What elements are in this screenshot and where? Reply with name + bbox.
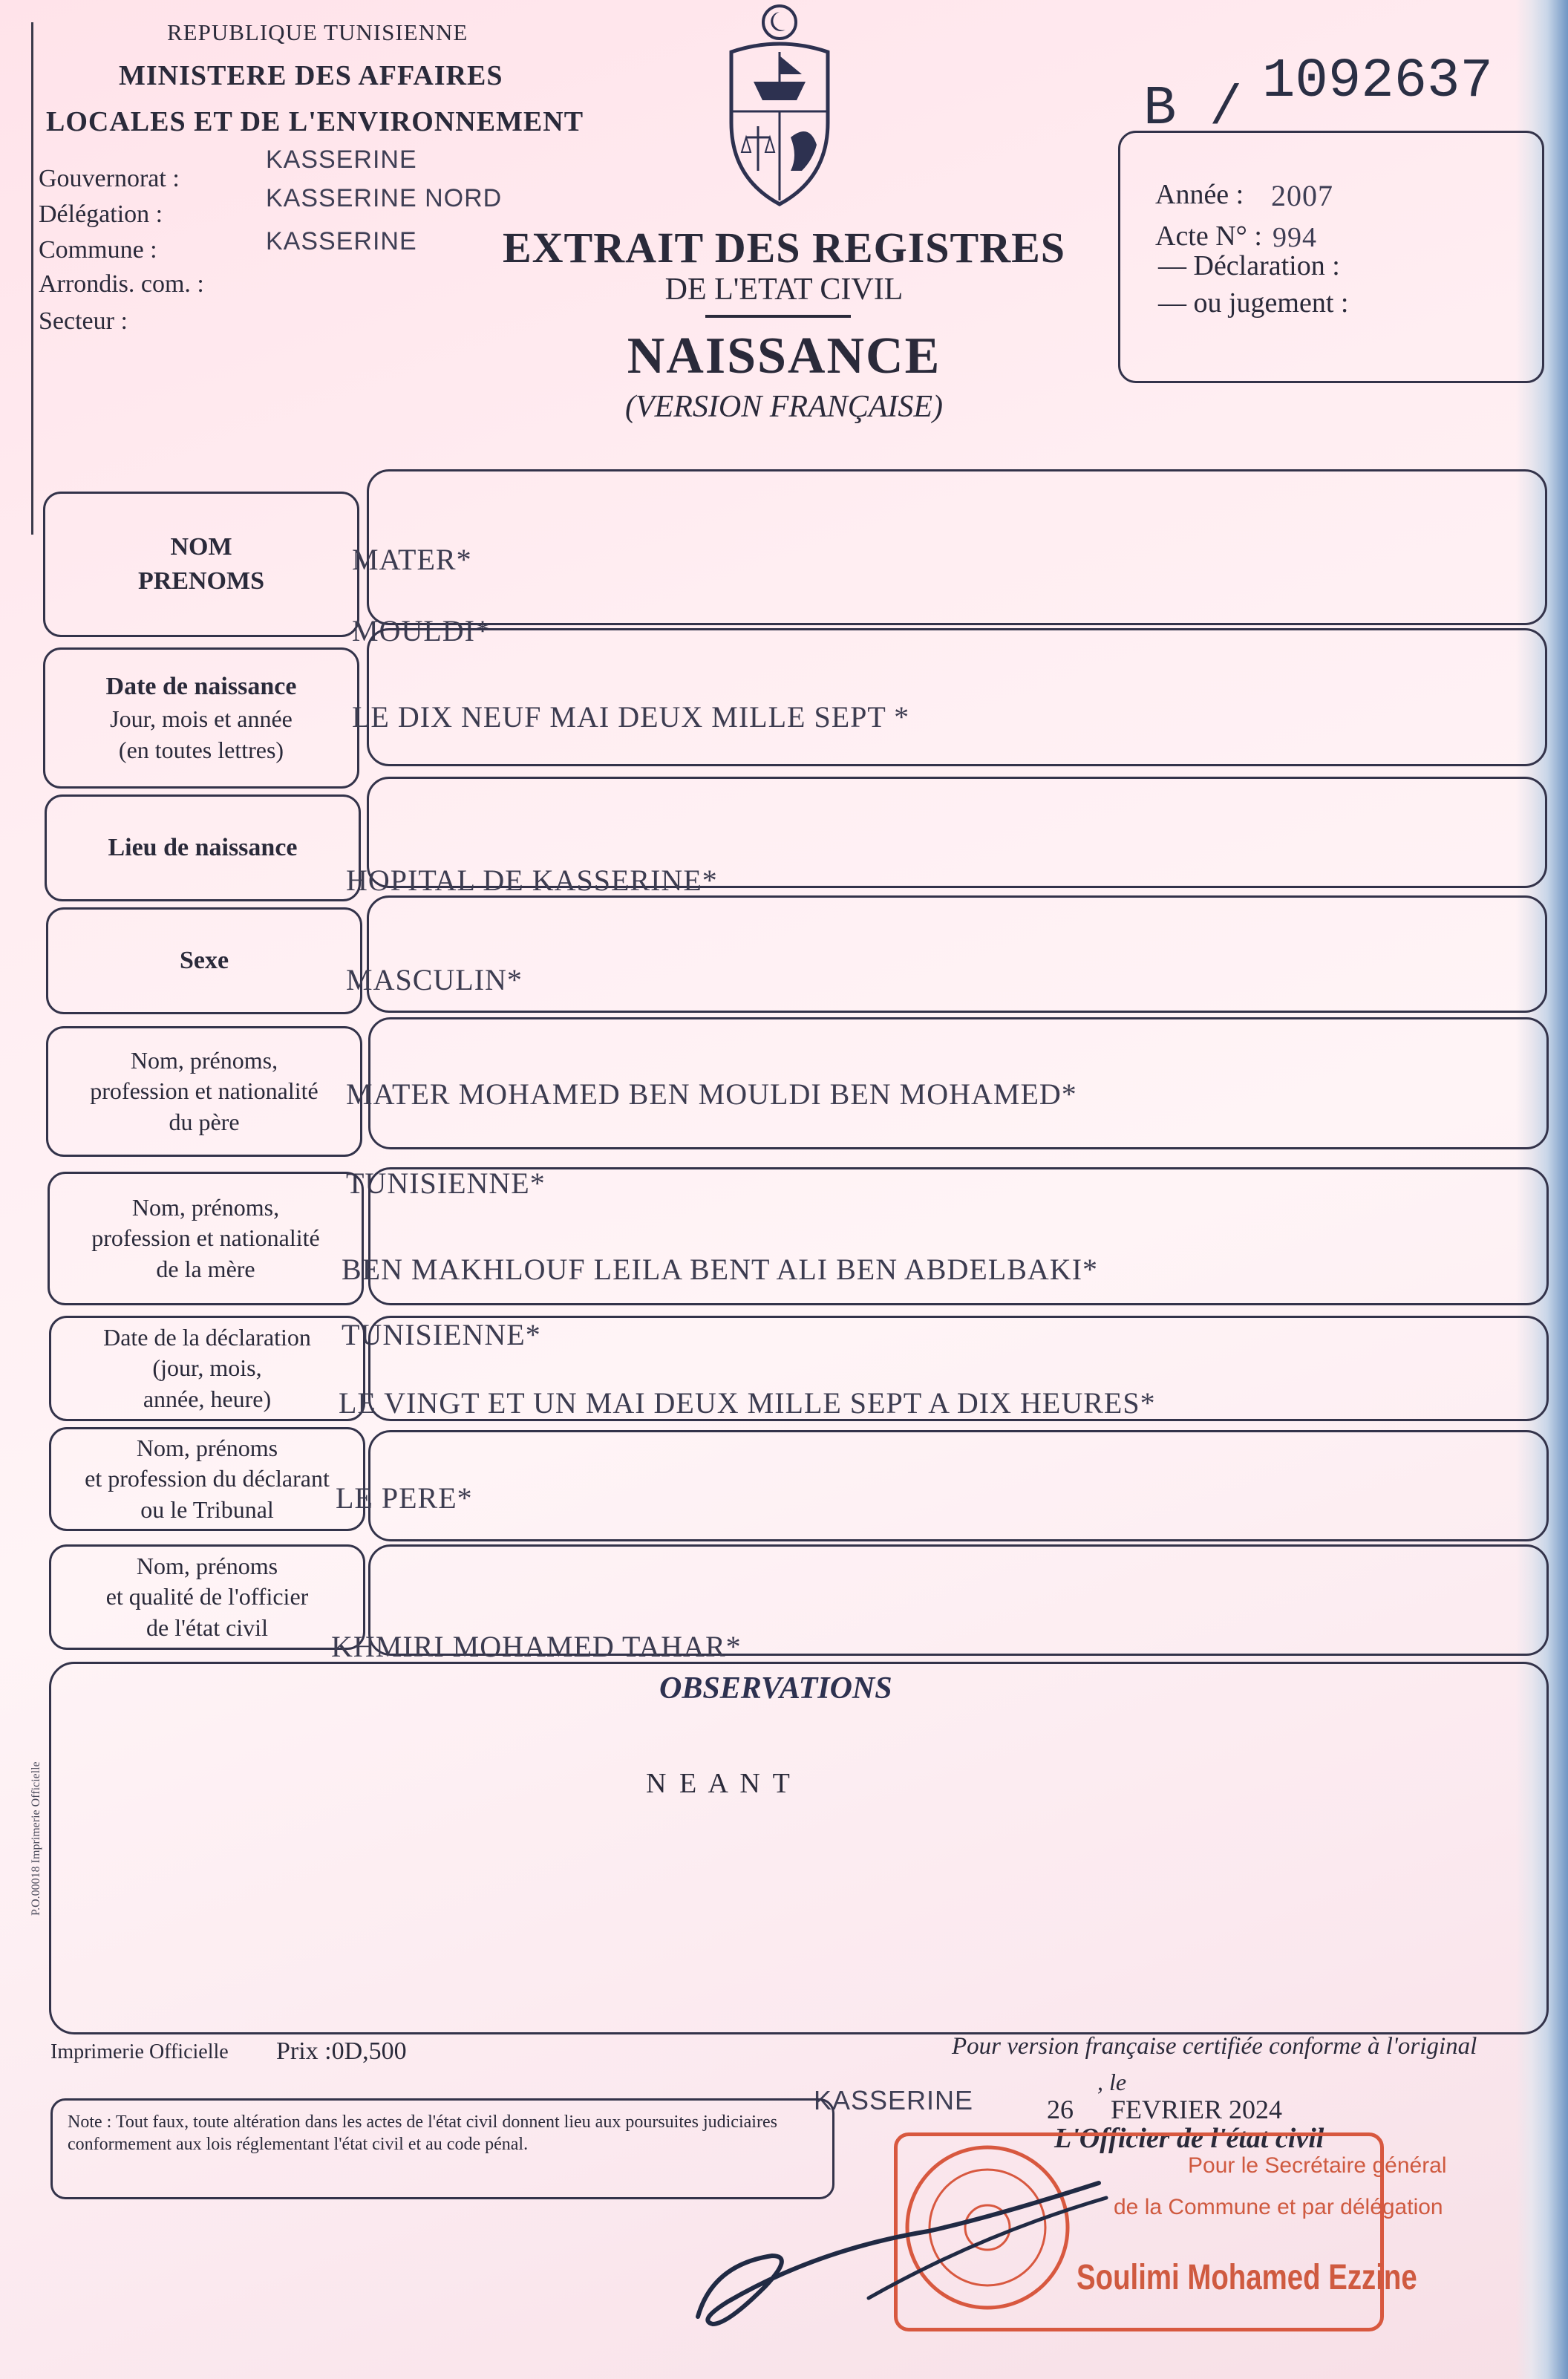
gouvernorat-value: KASSERINE [266, 146, 417, 174]
officier-value: KHMIRI MOHAMED TAHAR* [331, 1630, 742, 1663]
declaration-label: — Déclaration : [1158, 250, 1340, 281]
date-le: , le [1097, 2069, 1127, 2095]
decl-label-1: Date de la déclaration [103, 1323, 311, 1351]
observations-box [49, 1662, 1549, 2034]
prenom-value: MOULDI* [352, 614, 491, 647]
title-line2: DE L'ETAT CIVIL [664, 273, 904, 307]
dn-label-box [43, 647, 359, 789]
sexe-value-box [367, 895, 1547, 1013]
declarant-label-1: Nom, prénoms [136, 1434, 278, 1461]
title-line1: EXTRAIT DES REGISTRES [502, 223, 1066, 272]
republic-label: REPUBLIQUE TUNISIENNE [167, 19, 468, 45]
gouvernorat-label: Gouvernorat : [39, 165, 180, 192]
pere-label-1: Nom, prénoms, [130, 1046, 278, 1074]
mere-value: BEN MAKHLOUF LEILA BENT ALI BEN ABDELBAKI* [342, 1253, 1099, 1286]
lieu-value: HOPITAL DE KASSERINE* [346, 864, 718, 897]
dn-value: LE DIX NEUF MAI DEUX MILLE SEPT * [352, 700, 910, 734]
mere-nationality: TUNISIENNE* [342, 1318, 541, 1351]
declarant-value: LE PERE* [336, 1481, 473, 1515]
price-label: Prix :0D,500 [276, 2037, 407, 2065]
coat-of-arms-icon [709, 0, 850, 212]
commune-label: Commune : [39, 236, 157, 264]
mere-label-2: profession et nationalité [91, 1224, 320, 1252]
declaration-date-label-box [49, 1316, 365, 1421]
stamp-line1: Pour le Secrétaire général [1188, 2153, 1447, 2178]
prenoms-label: PRENOMS [138, 567, 264, 595]
delegation-value: KASSERINE NORD [266, 184, 503, 212]
pere-label-2: profession et nationalité [90, 1077, 318, 1105]
officier-label-box [49, 1544, 365, 1650]
mere-label-1: Nom, prénoms, [131, 1193, 280, 1221]
nom-label: NOM [170, 533, 232, 561]
dn-label-title: Date de naissance [105, 673, 297, 701]
stamp-line2: de la Commune et par délégation [1114, 2195, 1443, 2219]
sexe-label-box [46, 907, 362, 1014]
declarant-label-box [49, 1427, 365, 1531]
mere-label-3: de la mère [156, 1255, 255, 1282]
declarant-value-box [368, 1430, 1549, 1541]
delegation-label: Délégation : [39, 200, 163, 228]
pere-nationality: TUNISIENNE* [346, 1166, 546, 1200]
pere-label-box [46, 1026, 362, 1157]
officier-label-2: et qualité de l'officier [105, 1583, 309, 1611]
certify-text: Pour version française certifiée conforme à l'original [952, 2033, 1477, 2060]
declarant-label-3: ou le Tribunal [140, 1495, 274, 1523]
annee-value: 2007 [1271, 179, 1333, 212]
lieu-label-box [45, 794, 361, 901]
lieu-label: Lieu de naissance [108, 834, 298, 862]
sexe-label: Sexe [179, 947, 229, 975]
nom-value: MATER* [352, 543, 472, 576]
dn-value-box [367, 628, 1547, 766]
note-text: Note : Tout faux, toute altération dans les actes de l'état civil donnent lieu aux poursuites judiciaires conformement aux lois réglementant l'état civil et au code pénal. [68, 2112, 777, 2154]
officer-title: L'Officier de l'état civil [1054, 2123, 1324, 2154]
mere-label-box [48, 1172, 364, 1305]
serial-prefix: B / [1143, 78, 1243, 140]
side-print: P.O.00018 Imprimerie Officielle [30, 1761, 42, 1916]
commune-value: KASSERINE [266, 227, 417, 255]
declarant-label-2: et profession du déclarant [85, 1465, 330, 1492]
observations-value: N E A N T [646, 1768, 793, 1799]
decl-label-3: année, heure) [143, 1385, 272, 1412]
dn-label-sub1: Jour, mois et année [110, 705, 293, 733]
nom-value-box [367, 469, 1547, 625]
date-month-year: FEVRIER 2024 [1111, 2095, 1283, 2124]
officier-label-3: de l'état civil [146, 1613, 268, 1641]
officier-label-1: Nom, prénoms [136, 1552, 278, 1579]
declaration-date-value: LE VINGT ET UN MAI DEUX MILLE SEPT A DIX HEURES* [339, 1386, 1156, 1420]
sexe-value: MASCULIN* [346, 963, 523, 996]
pere-value: MATER MOHAMED BEN MOULDI BEN MOHAMED* [346, 1077, 1077, 1111]
observations-title: OBSERVATIONS [659, 1671, 892, 1706]
decl-label-2: (jour, mois, [152, 1354, 262, 1382]
pere-label-3: du père [169, 1108, 240, 1135]
dn-label-sub2: (en toutes lettres) [118, 736, 284, 763]
title-version: (VERSION FRANÇAISE) [624, 390, 944, 424]
secteur-label: Secteur : [39, 307, 128, 335]
place-value: KASSERINE [814, 2085, 974, 2115]
title-divider [705, 315, 851, 318]
ministry-line2: LOCALES ET DE L'ENVIRONNEMENT [46, 106, 584, 137]
arrondissement-label: Arrondis. com. : [39, 270, 204, 298]
acte-label: Acte N° : [1155, 221, 1262, 252]
signature-icon [683, 2168, 1128, 2346]
jugement-label: — ou jugement : [1158, 287, 1349, 319]
acte-value: 994 [1273, 222, 1317, 253]
date-day: 26 [1047, 2095, 1074, 2124]
printer-label: Imprimerie Officielle [50, 2040, 229, 2063]
ministry-line1: MINISTERE DES AFFAIRES [119, 60, 503, 91]
serial-number: 1092637 [1262, 50, 1493, 113]
annee-label: Année : [1155, 179, 1244, 210]
stamp-name: Soulimi Mohamed Ezzine [1077, 2258, 1417, 2297]
title-naissance: NAISSANCE [627, 327, 941, 385]
nom-label-box [43, 492, 359, 637]
